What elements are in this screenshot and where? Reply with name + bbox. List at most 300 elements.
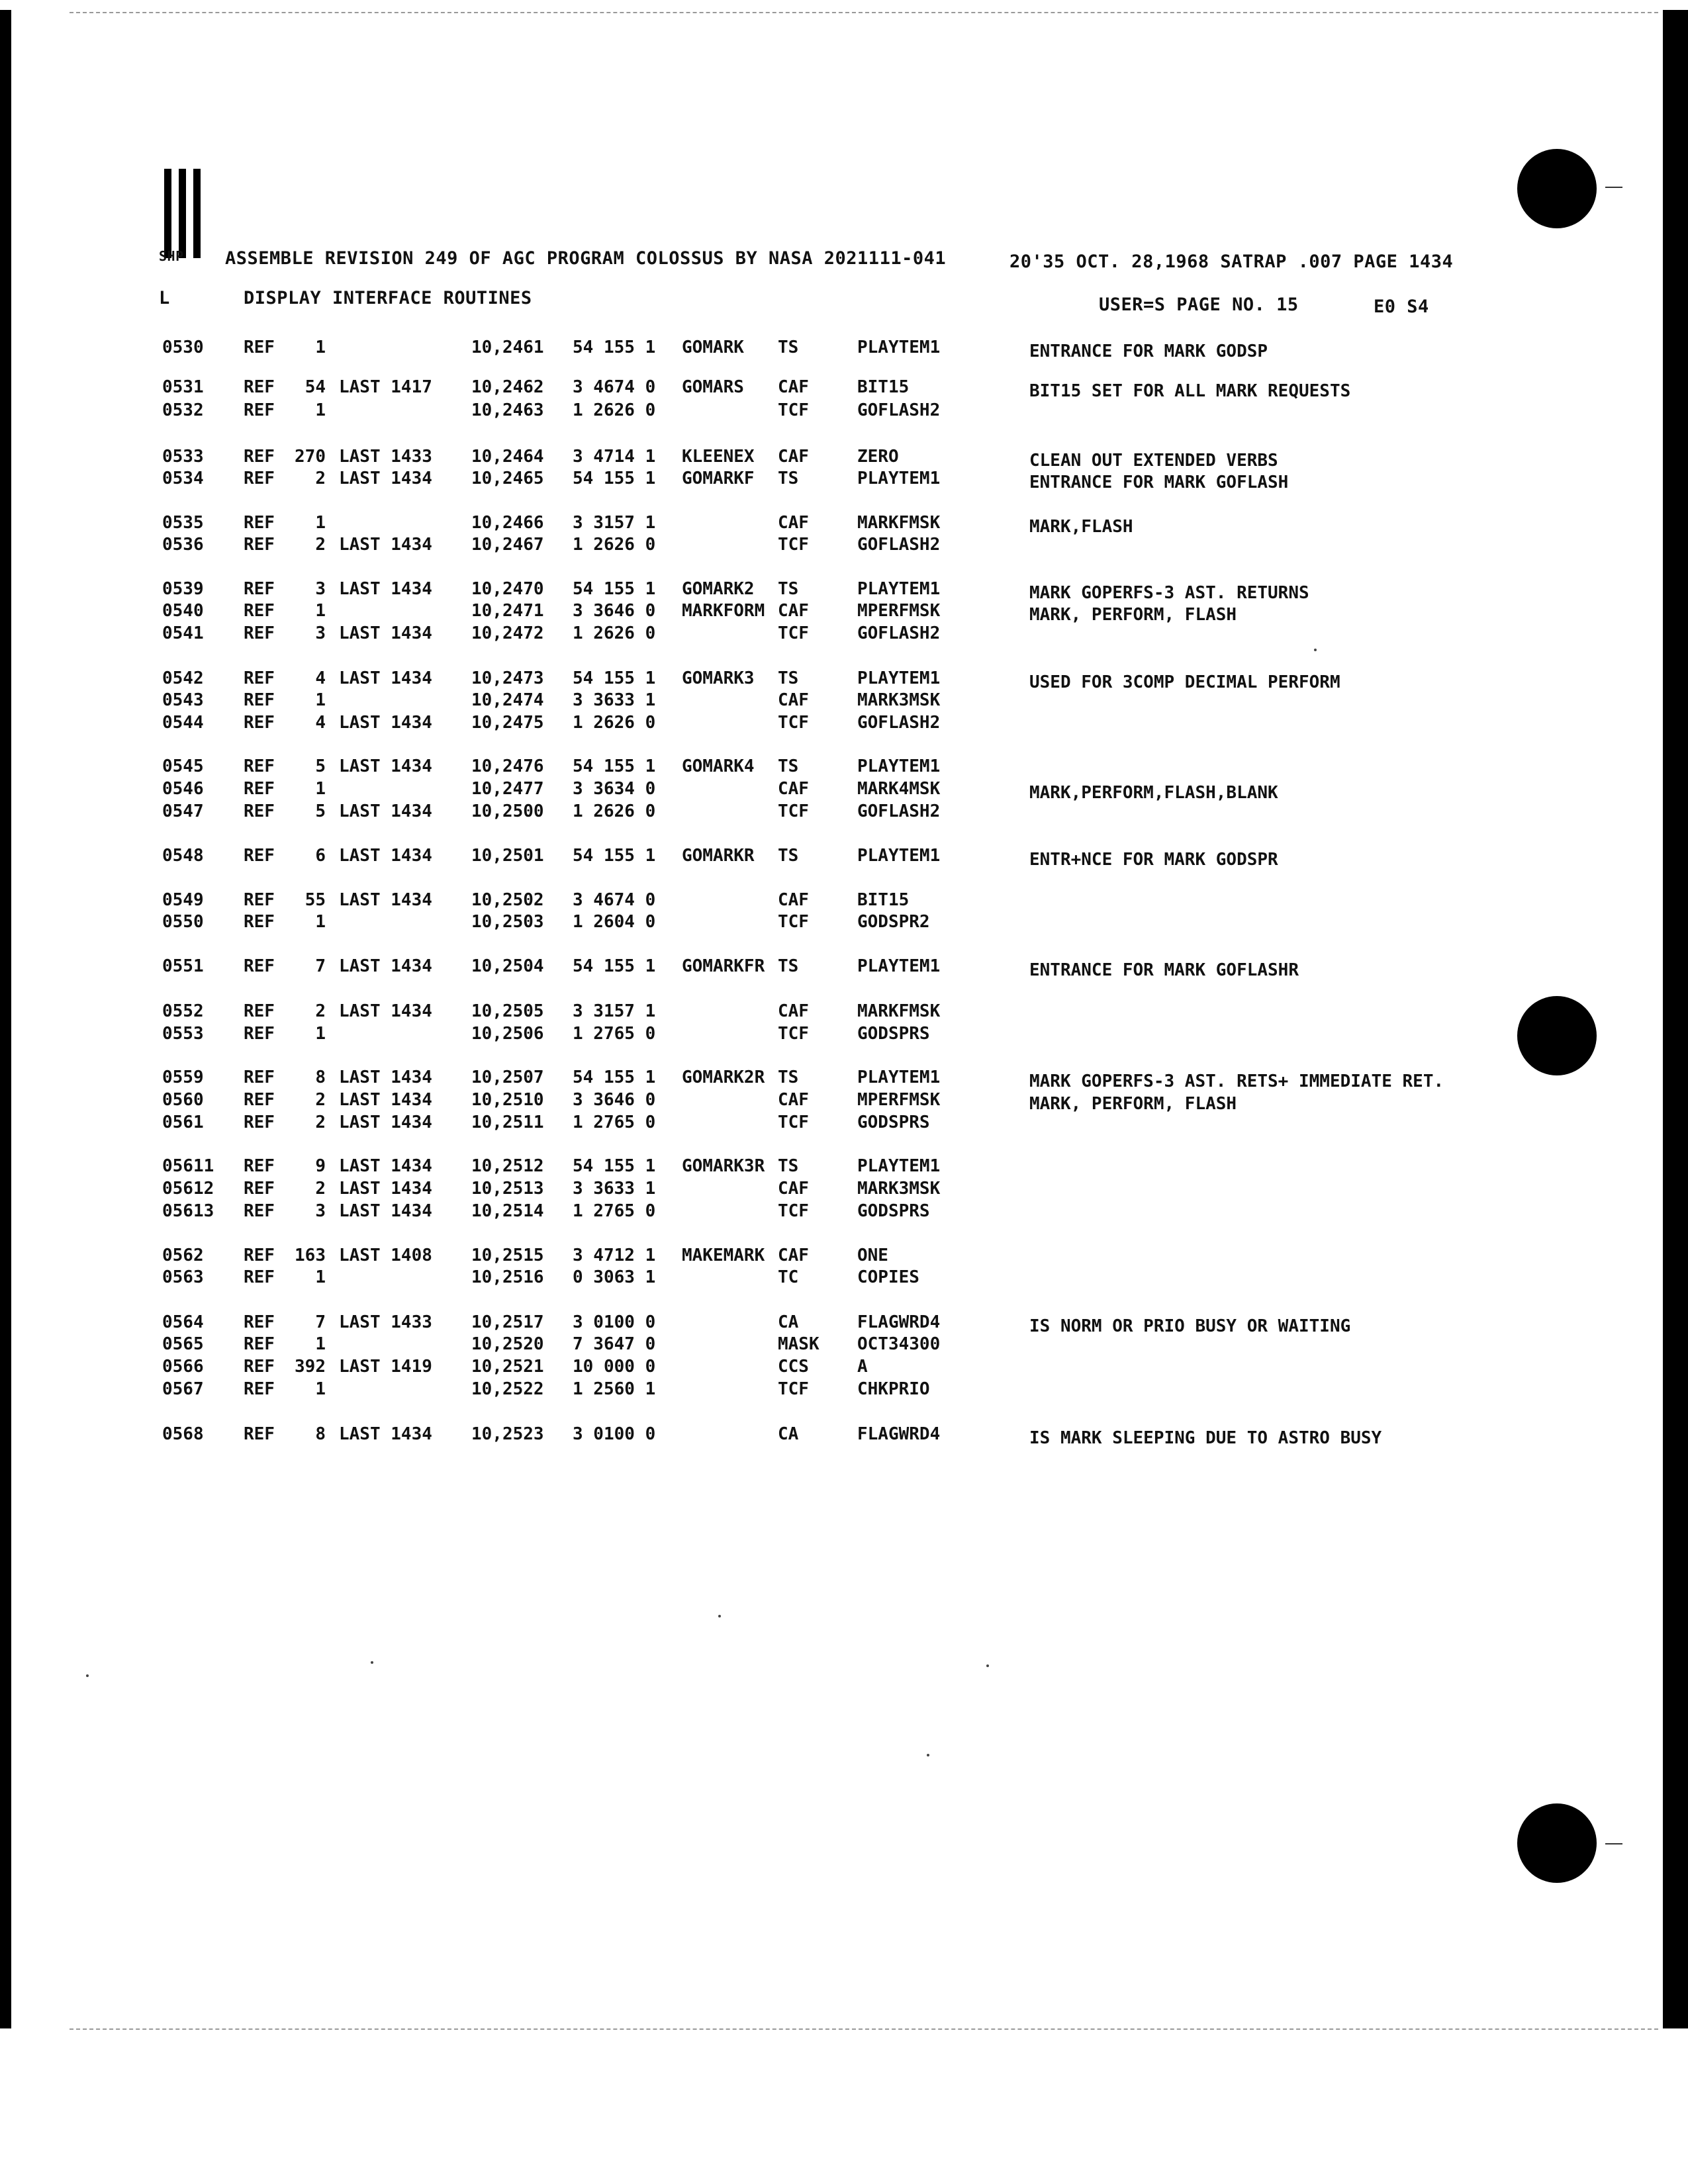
opcode: TS	[778, 668, 799, 688]
listing-row	[0, 1090, 1688, 1113]
listing-row	[0, 890, 1688, 913]
machine-code: 3 0100 0	[573, 1312, 656, 1332]
ref-flag: REF	[244, 668, 275, 688]
machine-code: 7 3647 0	[573, 1334, 656, 1354]
machine-code: 54 155 1	[573, 846, 656, 866]
line-number: 0553	[162, 1024, 204, 1044]
ref-flag: REF	[244, 1179, 275, 1199]
address: 10,2520	[471, 1334, 544, 1354]
ref-count: 1	[315, 400, 326, 420]
comment: MARK,FLASH	[1029, 517, 1133, 537]
machine-code: 3 4712 1	[573, 1246, 656, 1265]
last-ref: LAST 1434	[339, 1424, 432, 1444]
last-ref: LAST 1434	[339, 801, 432, 821]
comment: MARK,PERFORM,FLASH,BLANK	[1029, 783, 1278, 803]
machine-code: 54 155 1	[573, 338, 656, 357]
opcode: CCS	[778, 1357, 809, 1377]
machine-code: 10 000 0	[573, 1357, 656, 1377]
ref-flag: REF	[244, 846, 275, 866]
ref-flag: REF	[244, 1334, 275, 1354]
listing-row	[0, 668, 1688, 691]
ref-count: 8	[315, 1068, 326, 1087]
operand: OCT34300	[857, 1334, 941, 1354]
symbol-label: GOMARK4	[682, 756, 755, 776]
opcode: CAF	[778, 1001, 809, 1021]
ref-count: 270	[295, 447, 326, 467]
opcode: TS	[778, 338, 799, 357]
code-reference: E0 S4	[1374, 296, 1429, 317]
line-number: 05612	[162, 1179, 214, 1199]
ref-count: 8	[315, 1424, 326, 1444]
last-ref: LAST 1433	[339, 1312, 432, 1332]
ref-flag: REF	[244, 1156, 275, 1176]
last-ref: LAST 1434	[339, 668, 432, 688]
machine-code: 3 4674 0	[573, 890, 656, 910]
line-number: 0552	[162, 1001, 204, 1021]
address: 10,2507	[471, 1068, 544, 1087]
line-number: 0543	[162, 690, 204, 710]
ref-count: 7	[315, 1312, 326, 1332]
symbol-label: GOMARK2	[682, 579, 755, 599]
operand: BIT15	[857, 377, 910, 397]
line-number: 0535	[162, 513, 204, 533]
address: 10,2511	[471, 1113, 544, 1132]
line-number: 0548	[162, 846, 204, 866]
line-number: 05611	[162, 1156, 214, 1176]
line-number: 0530	[162, 338, 204, 357]
address: 10,2466	[471, 513, 544, 533]
line-number: 0562	[162, 1246, 204, 1265]
opcode: CA	[778, 1424, 799, 1444]
listing-row	[0, 601, 1688, 623]
operand: MPERFMSK	[857, 1090, 941, 1110]
listing-row	[0, 756, 1688, 779]
ref-flag: REF	[244, 1001, 275, 1021]
ref-count: 5	[315, 801, 326, 821]
operand: GODSPRS	[857, 1201, 930, 1221]
machine-code: 3 3157 1	[573, 1001, 656, 1021]
line-number: 0533	[162, 447, 204, 467]
opcode: TS	[778, 756, 799, 776]
ref-flag: REF	[244, 1379, 275, 1399]
last-ref: LAST 1434	[339, 535, 432, 555]
line-number: 0551	[162, 956, 204, 976]
operand: PLAYTEM1	[857, 338, 941, 357]
operand: GOFLASH2	[857, 400, 941, 420]
line-number: 0561	[162, 1113, 204, 1132]
ref-count: 3	[315, 1201, 326, 1221]
operand: MPERFMSK	[857, 601, 941, 621]
listing-row	[0, 1024, 1688, 1046]
ref-count: 1	[315, 1334, 326, 1354]
punch-hole-bottom	[1517, 1803, 1597, 1883]
machine-code: 3 3157 1	[573, 513, 656, 533]
ref-count: 6	[315, 846, 326, 866]
line-number: 0560	[162, 1090, 204, 1110]
binder-mark	[164, 169, 201, 258]
header-marker: L	[159, 288, 170, 308]
address: 10,2503	[471, 912, 544, 932]
opcode: CAF	[778, 690, 809, 710]
machine-code: 3 3633 1	[573, 1179, 656, 1199]
machine-code: 3 3646 0	[573, 601, 656, 621]
opcode: CAF	[778, 377, 809, 397]
comment: BIT15 SET FOR ALL MARK REQUESTS	[1029, 381, 1351, 401]
scan-speck	[371, 1661, 373, 1664]
machine-code: 3 0100 0	[573, 1424, 656, 1444]
symbol-label: GOMARKR	[682, 846, 755, 866]
last-ref: LAST 1434	[339, 1068, 432, 1087]
opcode: TS	[778, 1068, 799, 1087]
address: 10,2470	[471, 579, 544, 599]
address: 10,2475	[471, 713, 544, 733]
opcode: CAF	[778, 1090, 809, 1110]
ref-flag: REF	[244, 713, 275, 733]
line-number: 0536	[162, 535, 204, 555]
address: 10,2500	[471, 801, 544, 821]
symbol-label: KLEENEX	[682, 447, 755, 467]
ref-count: 7	[315, 956, 326, 976]
operand: PLAYTEM1	[857, 469, 941, 488]
address: 10,2522	[471, 1379, 544, 1399]
section-title: DISPLAY INTERFACE ROUTINES	[244, 288, 532, 308]
opcode: TS	[778, 956, 799, 976]
last-ref: LAST 1434	[339, 623, 432, 643]
listing-row	[0, 469, 1688, 491]
address: 10,2464	[471, 447, 544, 467]
symbol-label: GOMARK3	[682, 668, 755, 688]
line-number: 0547	[162, 801, 204, 821]
scan-speck	[1314, 649, 1317, 651]
address: 10,2505	[471, 1001, 544, 1021]
last-ref: LAST 1434	[339, 1156, 432, 1176]
last-ref: LAST 1434	[339, 1113, 432, 1132]
operand: GODSPR2	[857, 912, 930, 932]
symbol-label: MAKEMARK	[682, 1246, 765, 1265]
opcode: CAF	[778, 1179, 809, 1199]
machine-code: 0 3063 1	[573, 1267, 656, 1287]
ref-count: 4	[315, 713, 326, 733]
ref-flag: REF	[244, 338, 275, 357]
listing-row	[0, 1001, 1688, 1024]
symbol-label: GOMARK2R	[682, 1068, 765, 1087]
ref-count: 1	[315, 1267, 326, 1287]
ref-count: 55	[305, 890, 326, 910]
ref-flag: REF	[244, 690, 275, 710]
last-ref: LAST 1434	[339, 1090, 432, 1110]
operand: FLAGWRD4	[857, 1424, 941, 1444]
punch-hole-top	[1517, 149, 1597, 228]
address: 10,2521	[471, 1357, 544, 1377]
operand: COPIES	[857, 1267, 919, 1287]
listing-row	[0, 912, 1688, 934]
last-ref: LAST 1434	[339, 579, 432, 599]
listing-row	[0, 801, 1688, 824]
opcode: TS	[778, 1156, 799, 1176]
operand: BIT15	[857, 890, 910, 910]
opcode: TCF	[778, 535, 809, 555]
machine-code: 54 155 1	[573, 756, 656, 776]
line-number: 0531	[162, 377, 204, 397]
machine-code: 3 4674 0	[573, 377, 656, 397]
operand: PLAYTEM1	[857, 1156, 941, 1176]
last-ref: LAST 1419	[339, 1357, 432, 1377]
opcode: TS	[778, 469, 799, 488]
address: 10,2504	[471, 956, 544, 976]
opcode: TCF	[778, 623, 809, 643]
listing-row	[0, 623, 1688, 646]
ref-count: 4	[315, 668, 326, 688]
user-page-number: USER=S PAGE NO. 15	[1099, 295, 1299, 315]
ref-flag: REF	[244, 623, 275, 643]
comment: USED FOR 3COMP DECIMAL PERFORM	[1029, 672, 1340, 692]
ref-count: 54	[305, 377, 326, 397]
scan-speck	[986, 1664, 989, 1667]
ref-count: 2	[315, 469, 326, 488]
ref-count: 3	[315, 579, 326, 599]
line-number: 0544	[162, 713, 204, 733]
last-ref: LAST 1434	[339, 1201, 432, 1221]
address: 10,2465	[471, 469, 544, 488]
scan-speck	[927, 1754, 929, 1756]
ref-count: 2	[315, 1090, 326, 1110]
ref-flag: REF	[244, 779, 275, 799]
symbol-label: MARKFORM	[682, 601, 765, 621]
line-number: 0532	[162, 400, 204, 420]
ref-flag: REF	[244, 513, 275, 533]
line-number: 0540	[162, 601, 204, 621]
line-number: 0549	[162, 890, 204, 910]
line-number: 0566	[162, 1357, 204, 1377]
ref-count: 2	[315, 535, 326, 555]
ref-count: 9	[315, 1156, 326, 1176]
listing-row	[0, 779, 1688, 801]
address: 10,2467	[471, 535, 544, 555]
opcode: TCF	[778, 1379, 809, 1399]
machine-code: 3 3646 0	[573, 1090, 656, 1110]
opcode: TCF	[778, 1024, 809, 1044]
operand: ONE	[857, 1246, 888, 1265]
ref-count: 2	[315, 1179, 326, 1199]
machine-code: 1 2626 0	[573, 400, 656, 420]
operand: PLAYTEM1	[857, 756, 941, 776]
listing-row	[0, 447, 1688, 469]
operand: PLAYTEM1	[857, 956, 941, 976]
line-number: 0563	[162, 1267, 204, 1287]
listing-row	[0, 1312, 1688, 1335]
listing-row	[0, 1267, 1688, 1290]
machine-code: 1 2626 0	[573, 713, 656, 733]
opcode: TS	[778, 846, 799, 866]
address: 10,2515	[471, 1246, 544, 1265]
symbol-label: GOMARKFR	[682, 956, 765, 976]
line-number: 0546	[162, 779, 204, 799]
opcode: TCF	[778, 801, 809, 821]
ref-flag: REF	[244, 601, 275, 621]
listing-row	[0, 1179, 1688, 1201]
opcode: TCF	[778, 1113, 809, 1132]
ref-flag: REF	[244, 1246, 275, 1265]
opcode: CAF	[778, 513, 809, 533]
machine-code: 1 2604 0	[573, 912, 656, 932]
comment: IS MARK SLEEPING DUE TO ASTRO BUSY	[1029, 1428, 1382, 1448]
top-perforation-line	[70, 12, 1658, 13]
ref-flag: REF	[244, 1113, 275, 1132]
address: 10,2476	[471, 756, 544, 776]
machine-code: 3 3634 0	[573, 779, 656, 799]
operand: CHKPRIO	[857, 1379, 930, 1399]
ref-flag: REF	[244, 1357, 275, 1377]
operand: GOFLASH2	[857, 801, 941, 821]
ref-count: 1	[315, 779, 326, 799]
line-number: 0567	[162, 1379, 204, 1399]
ref-count: 1	[315, 1379, 326, 1399]
ref-flag: REF	[244, 1024, 275, 1044]
symbol-label: GOMARS	[682, 377, 744, 397]
ref-flag: REF	[244, 1090, 275, 1110]
listing-row	[0, 1246, 1688, 1268]
listing-row	[0, 1334, 1688, 1357]
address: 10,2512	[471, 1156, 544, 1176]
address: 10,2514	[471, 1201, 544, 1221]
address: 10,2477	[471, 779, 544, 799]
last-ref: LAST 1434	[339, 713, 432, 733]
listing-row	[0, 338, 1688, 360]
line-number: 0564	[162, 1312, 204, 1332]
operand: GOFLASH2	[857, 623, 941, 643]
address: 10,2471	[471, 601, 544, 621]
address: 10,2516	[471, 1267, 544, 1287]
ref-flag: REF	[244, 956, 275, 976]
symbol-label: GOMARK3R	[682, 1156, 765, 1176]
scan-speck	[86, 1674, 89, 1677]
last-ref: LAST 1434	[339, 756, 432, 776]
ref-count: 1	[315, 1024, 326, 1044]
machine-code: 1 2560 1	[573, 1379, 656, 1399]
listing-row	[0, 377, 1688, 400]
line-number: 0565	[162, 1334, 204, 1354]
listing-row	[0, 1201, 1688, 1224]
operand: GOFLASH2	[857, 713, 941, 733]
operand: PLAYTEM1	[857, 1068, 941, 1087]
operand: PLAYTEM1	[857, 846, 941, 866]
machine-code: 1 2765 0	[573, 1201, 656, 1221]
listing-row	[0, 513, 1688, 535]
operand: ZERO	[857, 447, 899, 467]
line-number: 0541	[162, 623, 204, 643]
last-ref: LAST 1434	[339, 1001, 432, 1021]
comment: MARK GOPERFS-3 AST. RETS+ IMMEDIATE RET.	[1029, 1071, 1444, 1091]
opcode: CAF	[778, 890, 809, 910]
scan-speck	[718, 1615, 721, 1617]
operand: MARK4MSK	[857, 779, 941, 799]
listing-row	[0, 535, 1688, 557]
opcode: TC	[778, 1267, 799, 1287]
ref-count: 1	[315, 513, 326, 533]
operand: MARKFMSK	[857, 1001, 941, 1021]
address: 10,2523	[471, 1424, 544, 1444]
address: 10,2462	[471, 377, 544, 397]
operand: GODSPRS	[857, 1113, 930, 1132]
line-number: 0534	[162, 469, 204, 488]
address: 10,2506	[471, 1024, 544, 1044]
listing-row	[0, 1068, 1688, 1090]
listing-row	[0, 713, 1688, 735]
opcode: TCF	[778, 912, 809, 932]
line-number: 0559	[162, 1068, 204, 1087]
listing-row	[0, 690, 1688, 713]
operand: A	[857, 1357, 868, 1377]
comment: ENTRANCE FOR MARK GOFLASHR	[1029, 960, 1299, 980]
ref-count: 3	[315, 623, 326, 643]
listing-row	[0, 1156, 1688, 1179]
machine-code: 3 4714 1	[573, 447, 656, 467]
line-number: 0542	[162, 668, 204, 688]
ref-count: 2	[315, 1001, 326, 1021]
last-ref: LAST 1434	[339, 846, 432, 866]
machine-code: 54 155 1	[573, 1068, 656, 1087]
opcode: TCF	[778, 713, 809, 733]
operand: GODSPRS	[857, 1024, 930, 1044]
last-ref: LAST 1434	[339, 956, 432, 976]
ref-flag: REF	[244, 890, 275, 910]
ref-count: 1	[315, 338, 326, 357]
bottom-perforation-line	[70, 2028, 1658, 2030]
machine-code: 54 155 1	[573, 668, 656, 688]
address: 10,2474	[471, 690, 544, 710]
address: 10,2513	[471, 1179, 544, 1199]
listing-row	[0, 400, 1688, 423]
address: 10,2463	[471, 400, 544, 420]
listing-row	[0, 956, 1688, 979]
address: 10,2461	[471, 338, 544, 357]
ref-count: 5	[315, 756, 326, 776]
last-ref: LAST 1434	[339, 469, 432, 488]
comment: ENTRANCE FOR MARK GOFLASH	[1029, 473, 1289, 492]
line-number: 05613	[162, 1201, 214, 1221]
machine-code: 54 155 1	[573, 579, 656, 599]
ref-count: 392	[295, 1357, 326, 1377]
comment: MARK, PERFORM, FLASH	[1029, 605, 1237, 625]
address: 10,2517	[471, 1312, 544, 1332]
machine-code: 1 2626 0	[573, 801, 656, 821]
operand: FLAGWRD4	[857, 1312, 941, 1332]
ref-count: 1	[315, 601, 326, 621]
ref-flag: REF	[244, 912, 275, 932]
ref-flag: REF	[244, 579, 275, 599]
last-ref: LAST 1408	[339, 1246, 432, 1265]
comment: ENTRANCE FOR MARK GODSP	[1029, 341, 1268, 361]
punch-hole-tick	[1605, 187, 1622, 188]
ref-flag: REF	[244, 447, 275, 467]
opcode: CAF	[778, 1246, 809, 1265]
last-ref: LAST 1434	[339, 890, 432, 910]
opcode: TCF	[778, 1201, 809, 1221]
last-ref: LAST 1434	[339, 1179, 432, 1199]
operand: PLAYTEM1	[857, 668, 941, 688]
ref-flag: REF	[244, 469, 275, 488]
opcode: TCF	[778, 400, 809, 420]
last-ref: LAST 1417	[339, 377, 432, 397]
header-tag: SHP	[159, 248, 184, 264]
symbol-label: GOMARK	[682, 338, 744, 357]
ref-count: 1	[315, 912, 326, 932]
machine-code: 1 2626 0	[573, 535, 656, 555]
ref-flag: REF	[244, 377, 275, 397]
ref-flag: REF	[244, 1424, 275, 1444]
listing-row	[0, 579, 1688, 602]
ref-flag: REF	[244, 535, 275, 555]
